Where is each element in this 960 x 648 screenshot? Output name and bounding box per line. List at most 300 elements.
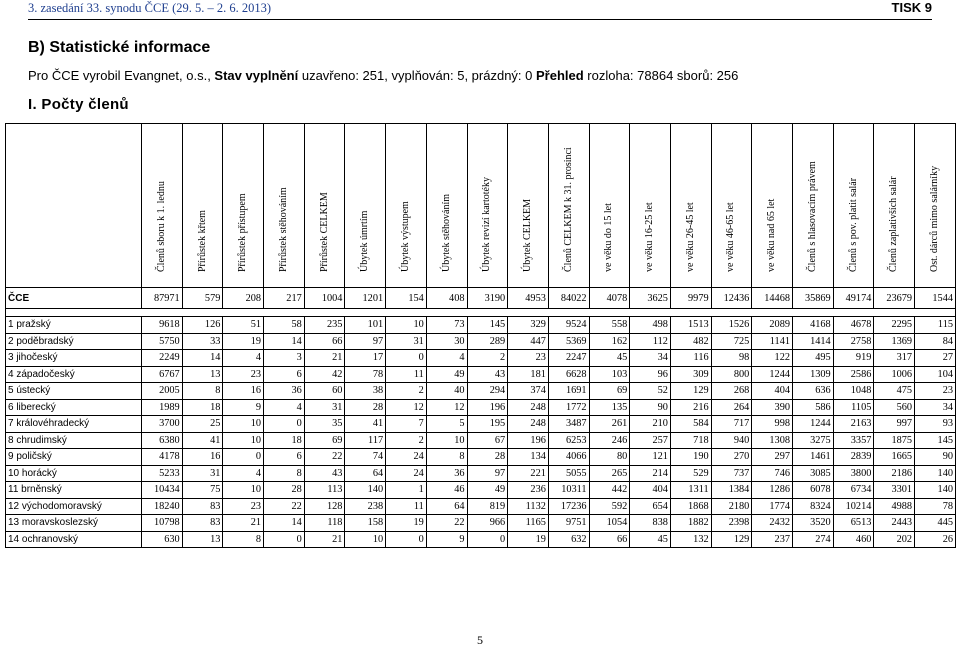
table-cell: 1882 xyxy=(670,515,711,532)
table-cell: 35 xyxy=(304,416,345,433)
table-cell: 819 xyxy=(467,498,508,515)
row-name: 8 chrudimský xyxy=(6,432,142,449)
table-cell: 14 xyxy=(264,333,305,350)
table-cell: 96 xyxy=(630,366,671,383)
subsection-title: I. Počty členů xyxy=(28,96,129,113)
table-cell: 23 xyxy=(508,350,549,367)
table-cell: 196 xyxy=(467,399,508,416)
table-cell: 49174 xyxy=(833,288,874,309)
column-header-label: Členů zaplativších salár xyxy=(888,176,900,272)
row-name: 11 brněnský xyxy=(6,482,142,499)
table-cell: 475 xyxy=(874,383,915,400)
column-header xyxy=(264,124,305,288)
table-cell: 746 xyxy=(752,465,793,482)
table-row xyxy=(6,498,956,515)
table-cell: 45 xyxy=(589,350,630,367)
table-cell: 329 xyxy=(508,317,549,334)
table-cell: 140 xyxy=(915,465,956,482)
table-cell: 181 xyxy=(508,366,549,383)
table-cell: 129 xyxy=(670,383,711,400)
table-cell: 529 xyxy=(670,465,711,482)
table-cell: 2089 xyxy=(752,317,793,334)
table-cell: 69 xyxy=(304,432,345,449)
table-cell: 725 xyxy=(711,333,752,350)
table-cell: 22 xyxy=(426,515,467,532)
table-cell: 21 xyxy=(304,350,345,367)
table-cell: 1244 xyxy=(752,366,793,383)
table-cell: 74 xyxy=(345,449,386,466)
table-cell: 90 xyxy=(630,399,671,416)
table-cell: 579 xyxy=(182,288,223,309)
table-cell: 18 xyxy=(182,399,223,416)
table-cell: 28 xyxy=(345,399,386,416)
column-header-label: Přírůstek přístupem xyxy=(237,193,249,272)
table-cell: 2163 xyxy=(833,416,874,433)
table-cell: 584 xyxy=(670,416,711,433)
table-cell: 1048 xyxy=(833,383,874,400)
table-cell: 404 xyxy=(630,482,671,499)
info-stav-label: Stav vyplnění xyxy=(214,68,299,83)
column-header-label: Přírůstek CELKEM xyxy=(318,192,330,272)
table-cell: 36 xyxy=(264,383,305,400)
table-cell: 6 xyxy=(264,449,305,466)
table-cell: 1369 xyxy=(874,333,915,350)
table-cell: 270 xyxy=(711,449,752,466)
table-cell: 221 xyxy=(508,465,549,482)
column-header-label: Přírůstek křtem xyxy=(196,210,208,272)
table-cell: 2586 xyxy=(833,366,874,383)
table-cell: 1513 xyxy=(670,317,711,334)
table-row xyxy=(6,366,956,383)
table-cell: 1309 xyxy=(793,366,834,383)
table-cell: 33 xyxy=(182,333,223,350)
table-row xyxy=(6,449,956,466)
table-cell: 498 xyxy=(630,317,671,334)
table-cell: 21 xyxy=(304,531,345,548)
table-cell: 1461 xyxy=(793,449,834,466)
table-cell: 3 xyxy=(264,350,305,367)
table-cell: 1875 xyxy=(874,432,915,449)
header-session-title: 3. zasedání 33. synodu ČCE (29. 5. – 2. 6. 2013) xyxy=(28,1,272,15)
table-cell: 9618 xyxy=(142,317,183,334)
table-row xyxy=(6,515,956,532)
table-cell: 38 xyxy=(345,383,386,400)
table-cell: 3800 xyxy=(833,465,874,482)
table-cell: 18 xyxy=(264,432,305,449)
table-cell: 19 xyxy=(223,333,264,350)
table-cell: 64 xyxy=(345,465,386,482)
table-cell: 36 xyxy=(426,465,467,482)
table-cell: 28 xyxy=(467,449,508,466)
table-cell: 1286 xyxy=(752,482,793,499)
row-name: 4 západočeský xyxy=(6,366,142,383)
table-row xyxy=(6,317,956,334)
table-cell: 586 xyxy=(793,399,834,416)
table-cell: 66 xyxy=(304,333,345,350)
table-cell: 3625 xyxy=(630,288,671,309)
table-cell: 0 xyxy=(386,531,427,548)
table-cell: 12 xyxy=(426,399,467,416)
table-cell: 482 xyxy=(670,333,711,350)
header-corner xyxy=(6,124,142,288)
table-cell: 1414 xyxy=(793,333,834,350)
spacer-cell xyxy=(6,309,956,317)
column-header xyxy=(345,124,386,288)
column-header-label: ve věku 26-45 let xyxy=(684,202,696,272)
table-cell: 13 xyxy=(182,531,223,548)
table-cell: 31 xyxy=(182,465,223,482)
table-cell: 217 xyxy=(264,288,305,309)
column-header xyxy=(426,124,467,288)
table-cell: 0 xyxy=(467,531,508,548)
table-cell: 26 xyxy=(915,531,956,548)
table-cell: 4 xyxy=(223,465,264,482)
table-cell: 3700 xyxy=(142,416,183,433)
column-header xyxy=(223,124,264,288)
row-name: 5 ústecký xyxy=(6,383,142,400)
table-cell: 592 xyxy=(589,498,630,515)
table-cell: 4953 xyxy=(508,288,549,309)
table-cell: 49 xyxy=(467,482,508,499)
table-cell: 2295 xyxy=(874,317,915,334)
table-cell: 83 xyxy=(182,515,223,532)
table-cell: 317 xyxy=(874,350,915,367)
table-cell: 43 xyxy=(304,465,345,482)
table-cell: 145 xyxy=(915,432,956,449)
table-cell: 135 xyxy=(589,399,630,416)
table-cell: 374 xyxy=(508,383,549,400)
table-row xyxy=(6,350,956,367)
table-cell: 2180 xyxy=(711,498,752,515)
table-cell: 11 xyxy=(386,498,427,515)
table-cell: 4168 xyxy=(793,317,834,334)
table-cell: 84 xyxy=(915,333,956,350)
table-cell: 19 xyxy=(386,515,427,532)
table-cell: 257 xyxy=(630,432,671,449)
table-cell: 8324 xyxy=(793,498,834,515)
table-cell: 0 xyxy=(223,449,264,466)
table-cell: 495 xyxy=(793,350,834,367)
table-cell: 112 xyxy=(630,333,671,350)
table-cell: 129 xyxy=(711,531,752,548)
table-cell: 1 xyxy=(386,482,427,499)
table-row xyxy=(6,465,956,482)
column-header xyxy=(630,124,671,288)
row-name: 2 poděbradský xyxy=(6,333,142,350)
table-cell: 248 xyxy=(508,416,549,433)
table-cell: 0 xyxy=(264,416,305,433)
table-cell: 9 xyxy=(223,399,264,416)
table-cell: 90 xyxy=(915,449,956,466)
table-cell: 6628 xyxy=(548,366,589,383)
table-cell: 8 xyxy=(264,465,305,482)
table-header-row xyxy=(6,124,956,288)
table-cell: 630 xyxy=(142,531,183,548)
table-cell: 34 xyxy=(630,350,671,367)
table-cell: 2 xyxy=(467,350,508,367)
table-cell: 1772 xyxy=(548,399,589,416)
table-cell: 919 xyxy=(833,350,874,367)
table-cell: 8 xyxy=(182,383,223,400)
row-name: 13 moravskoslezský xyxy=(6,515,142,532)
table-cell: 717 xyxy=(711,416,752,433)
info-stav-values: uzavřeno: 251, vyplňován: 5, prázdný: 0 xyxy=(298,68,536,83)
column-header-label: Úbytek revizí kartotéky xyxy=(481,177,493,272)
table-cell: 289 xyxy=(467,333,508,350)
table-cell: 22 xyxy=(304,449,345,466)
table-cell: 442 xyxy=(589,482,630,499)
table-cell: 19 xyxy=(508,531,549,548)
table-cell: 4988 xyxy=(874,498,915,515)
table-cell: 6513 xyxy=(833,515,874,532)
table-cell: 274 xyxy=(793,531,834,548)
table-cell: 13 xyxy=(182,366,223,383)
table-cell: 264 xyxy=(711,399,752,416)
table-cell: 238 xyxy=(345,498,386,515)
table-cell: 997 xyxy=(874,416,915,433)
table-cell: 4 xyxy=(426,350,467,367)
column-header xyxy=(711,124,752,288)
column-header xyxy=(833,124,874,288)
table-cell: 998 xyxy=(752,416,793,433)
table-cell: 10311 xyxy=(548,482,589,499)
table-cell: 83 xyxy=(182,498,223,515)
table-cell: 93 xyxy=(915,416,956,433)
table-cell: 2 xyxy=(386,432,427,449)
row-name: 10 horácký xyxy=(6,465,142,482)
column-header xyxy=(548,124,589,288)
table-cell: 1665 xyxy=(874,449,915,466)
table-cell: 154 xyxy=(386,288,427,309)
table-cell: 69 xyxy=(589,383,630,400)
table-cell: 6767 xyxy=(142,366,183,383)
table-cell: 235 xyxy=(304,317,345,334)
table-cell: 34 xyxy=(915,399,956,416)
table-cell: 5233 xyxy=(142,465,183,482)
table-cell: 80 xyxy=(589,449,630,466)
table-cell: 390 xyxy=(752,399,793,416)
table-cell: 40 xyxy=(426,383,467,400)
column-header-label: Přírůstek stěhováním xyxy=(277,187,289,272)
table-cell: 113 xyxy=(304,482,345,499)
column-header-label: ve věku 16-25 let xyxy=(644,202,656,272)
row-name: 14 ochranovský xyxy=(6,531,142,548)
table-cell: 25 xyxy=(182,416,223,433)
table-cell: 41 xyxy=(345,416,386,433)
table-cell: 12 xyxy=(386,399,427,416)
table-cell: 4 xyxy=(223,350,264,367)
table-cell: 46 xyxy=(426,482,467,499)
table-cell: 1774 xyxy=(752,498,793,515)
table-cell: 10 xyxy=(386,317,427,334)
info-prehled-values: rozloha: 78864 sborů: 256 xyxy=(583,68,739,83)
table-cell: 121 xyxy=(630,449,671,466)
table-cell: 6253 xyxy=(548,432,589,449)
table-cell: 0 xyxy=(264,531,305,548)
spacer-row xyxy=(6,309,956,317)
table-cell: 23679 xyxy=(874,288,915,309)
row-name: 3 jihočeský xyxy=(6,350,142,367)
table-cell: 1526 xyxy=(711,317,752,334)
table-cell: 210 xyxy=(630,416,671,433)
table-cell: 5055 xyxy=(548,465,589,482)
row-name: 9 poličský xyxy=(6,449,142,466)
table-cell: 75 xyxy=(182,482,223,499)
table-cell: 35869 xyxy=(793,288,834,309)
table-cell: 718 xyxy=(670,432,711,449)
table-cell: 7 xyxy=(386,416,427,433)
table-cell: 17236 xyxy=(548,498,589,515)
table-cell: 3085 xyxy=(793,465,834,482)
table-cell: 117 xyxy=(345,432,386,449)
table-cell: 158 xyxy=(345,515,386,532)
table-cell: 14 xyxy=(264,515,305,532)
table-cell: 268 xyxy=(711,383,752,400)
table-cell: 12436 xyxy=(711,288,752,309)
page-header xyxy=(28,0,932,20)
table-cell: 445 xyxy=(915,515,956,532)
table-cell: 3275 xyxy=(793,432,834,449)
table-cell: 42 xyxy=(304,366,345,383)
table-cell: 2 xyxy=(386,383,427,400)
header-tisk-label: TISK 9 xyxy=(891,0,932,15)
table-cell: 145 xyxy=(467,317,508,334)
column-header xyxy=(874,124,915,288)
table-cell: 408 xyxy=(426,288,467,309)
column-header xyxy=(915,124,956,288)
table-cell: 27 xyxy=(915,350,956,367)
table-cell: 51 xyxy=(223,317,264,334)
table-cell: 5750 xyxy=(142,333,183,350)
table-cell: 195 xyxy=(467,416,508,433)
table-cell: 18240 xyxy=(142,498,183,515)
column-header-label: Úbytek CELKEM xyxy=(522,198,534,272)
table-cell: 966 xyxy=(467,515,508,532)
table-row xyxy=(6,416,956,433)
table-cell: 60 xyxy=(304,383,345,400)
table-cell: 3301 xyxy=(874,482,915,499)
table-cell: 58 xyxy=(264,317,305,334)
table-cell: 103 xyxy=(589,366,630,383)
table-cell: 43 xyxy=(467,366,508,383)
table-cell: 140 xyxy=(345,482,386,499)
row-name: 7 královéhradecký xyxy=(6,416,142,433)
table-cell: 2249 xyxy=(142,350,183,367)
table-cell: 248 xyxy=(508,399,549,416)
table-cell: 10 xyxy=(223,416,264,433)
table-cell: 122 xyxy=(752,350,793,367)
column-header-label: Členů CELKEM k 31. prosinci xyxy=(562,147,574,272)
table-cell: 246 xyxy=(589,432,630,449)
table-cell: 9979 xyxy=(670,288,711,309)
row-name: 1 pražský xyxy=(6,317,142,334)
table-row xyxy=(6,482,956,499)
table-cell: 78 xyxy=(915,498,956,515)
table-cell: 116 xyxy=(670,350,711,367)
table-cell: 294 xyxy=(467,383,508,400)
table-cell: 118 xyxy=(304,515,345,532)
table-cell: 0 xyxy=(386,350,427,367)
table-cell: 2247 xyxy=(548,350,589,367)
table-cell: 6078 xyxy=(793,482,834,499)
table-cell: 4 xyxy=(264,399,305,416)
table-cell: 24 xyxy=(386,465,427,482)
table-cell: 14468 xyxy=(752,288,793,309)
table-cell: 45 xyxy=(630,531,671,548)
table-cell: 52 xyxy=(630,383,671,400)
column-header xyxy=(508,124,549,288)
table-cell: 3190 xyxy=(467,288,508,309)
table-cell: 101 xyxy=(345,317,386,334)
table-cell: 404 xyxy=(752,383,793,400)
table-cell: 87971 xyxy=(142,288,183,309)
table-cell: 23 xyxy=(223,498,264,515)
table-cell: 6380 xyxy=(142,432,183,449)
table-cell: 31 xyxy=(386,333,427,350)
table-cell: 10798 xyxy=(142,515,183,532)
table-cell: 73 xyxy=(426,317,467,334)
table-cell: 1004 xyxy=(304,288,345,309)
table-cell: 216 xyxy=(670,399,711,416)
table-cell: 940 xyxy=(711,432,752,449)
table-cell: 237 xyxy=(752,531,793,548)
table-cell: 9751 xyxy=(548,515,589,532)
table-cell: 214 xyxy=(630,465,671,482)
table-cell: 1105 xyxy=(833,399,874,416)
row-name: 12 východomoravský xyxy=(6,498,142,515)
table-cell: 1544 xyxy=(915,288,956,309)
column-header-label: ve věku 46-65 let xyxy=(725,202,737,272)
table-cell: 1244 xyxy=(793,416,834,433)
table-cell: 265 xyxy=(589,465,630,482)
column-header-label: Úbytek výstupem xyxy=(399,201,411,272)
table-cell: 64 xyxy=(426,498,467,515)
table-cell: 636 xyxy=(793,383,834,400)
table-cell: 202 xyxy=(874,531,915,548)
table-cell: 28 xyxy=(264,482,305,499)
table-cell: 3520 xyxy=(793,515,834,532)
table-cell: 1054 xyxy=(589,515,630,532)
column-header xyxy=(386,124,427,288)
table-cell: 9 xyxy=(426,531,467,548)
table-cell: 3487 xyxy=(548,416,589,433)
table-cell: 6 xyxy=(264,366,305,383)
table-cell: 5 xyxy=(426,416,467,433)
column-header-label: Členů s pov. platit salár xyxy=(847,177,859,272)
column-header-label: Ost. dárců mimo salárníky xyxy=(929,165,941,272)
page-number: 5 xyxy=(477,633,483,647)
column-header xyxy=(752,124,793,288)
table-cell: 9524 xyxy=(548,317,589,334)
table-row xyxy=(6,432,956,449)
table-cell: 30 xyxy=(426,333,467,350)
table-cell: 5369 xyxy=(548,333,589,350)
table-row xyxy=(6,383,956,400)
table-cell: 132 xyxy=(670,531,711,548)
column-header-label: Úbytek stěhováním xyxy=(440,193,452,272)
column-header-label: ve věku do 15 let xyxy=(603,203,615,272)
column-header xyxy=(304,124,345,288)
table-cell: 10434 xyxy=(142,482,183,499)
table-cell: 98 xyxy=(711,350,752,367)
table-cell: 236 xyxy=(508,482,549,499)
column-header xyxy=(467,124,508,288)
info-line xyxy=(28,68,738,83)
table-cell: 16 xyxy=(223,383,264,400)
table-cell: 23 xyxy=(915,383,956,400)
table-cell: 6734 xyxy=(833,482,874,499)
table-row xyxy=(6,333,956,350)
